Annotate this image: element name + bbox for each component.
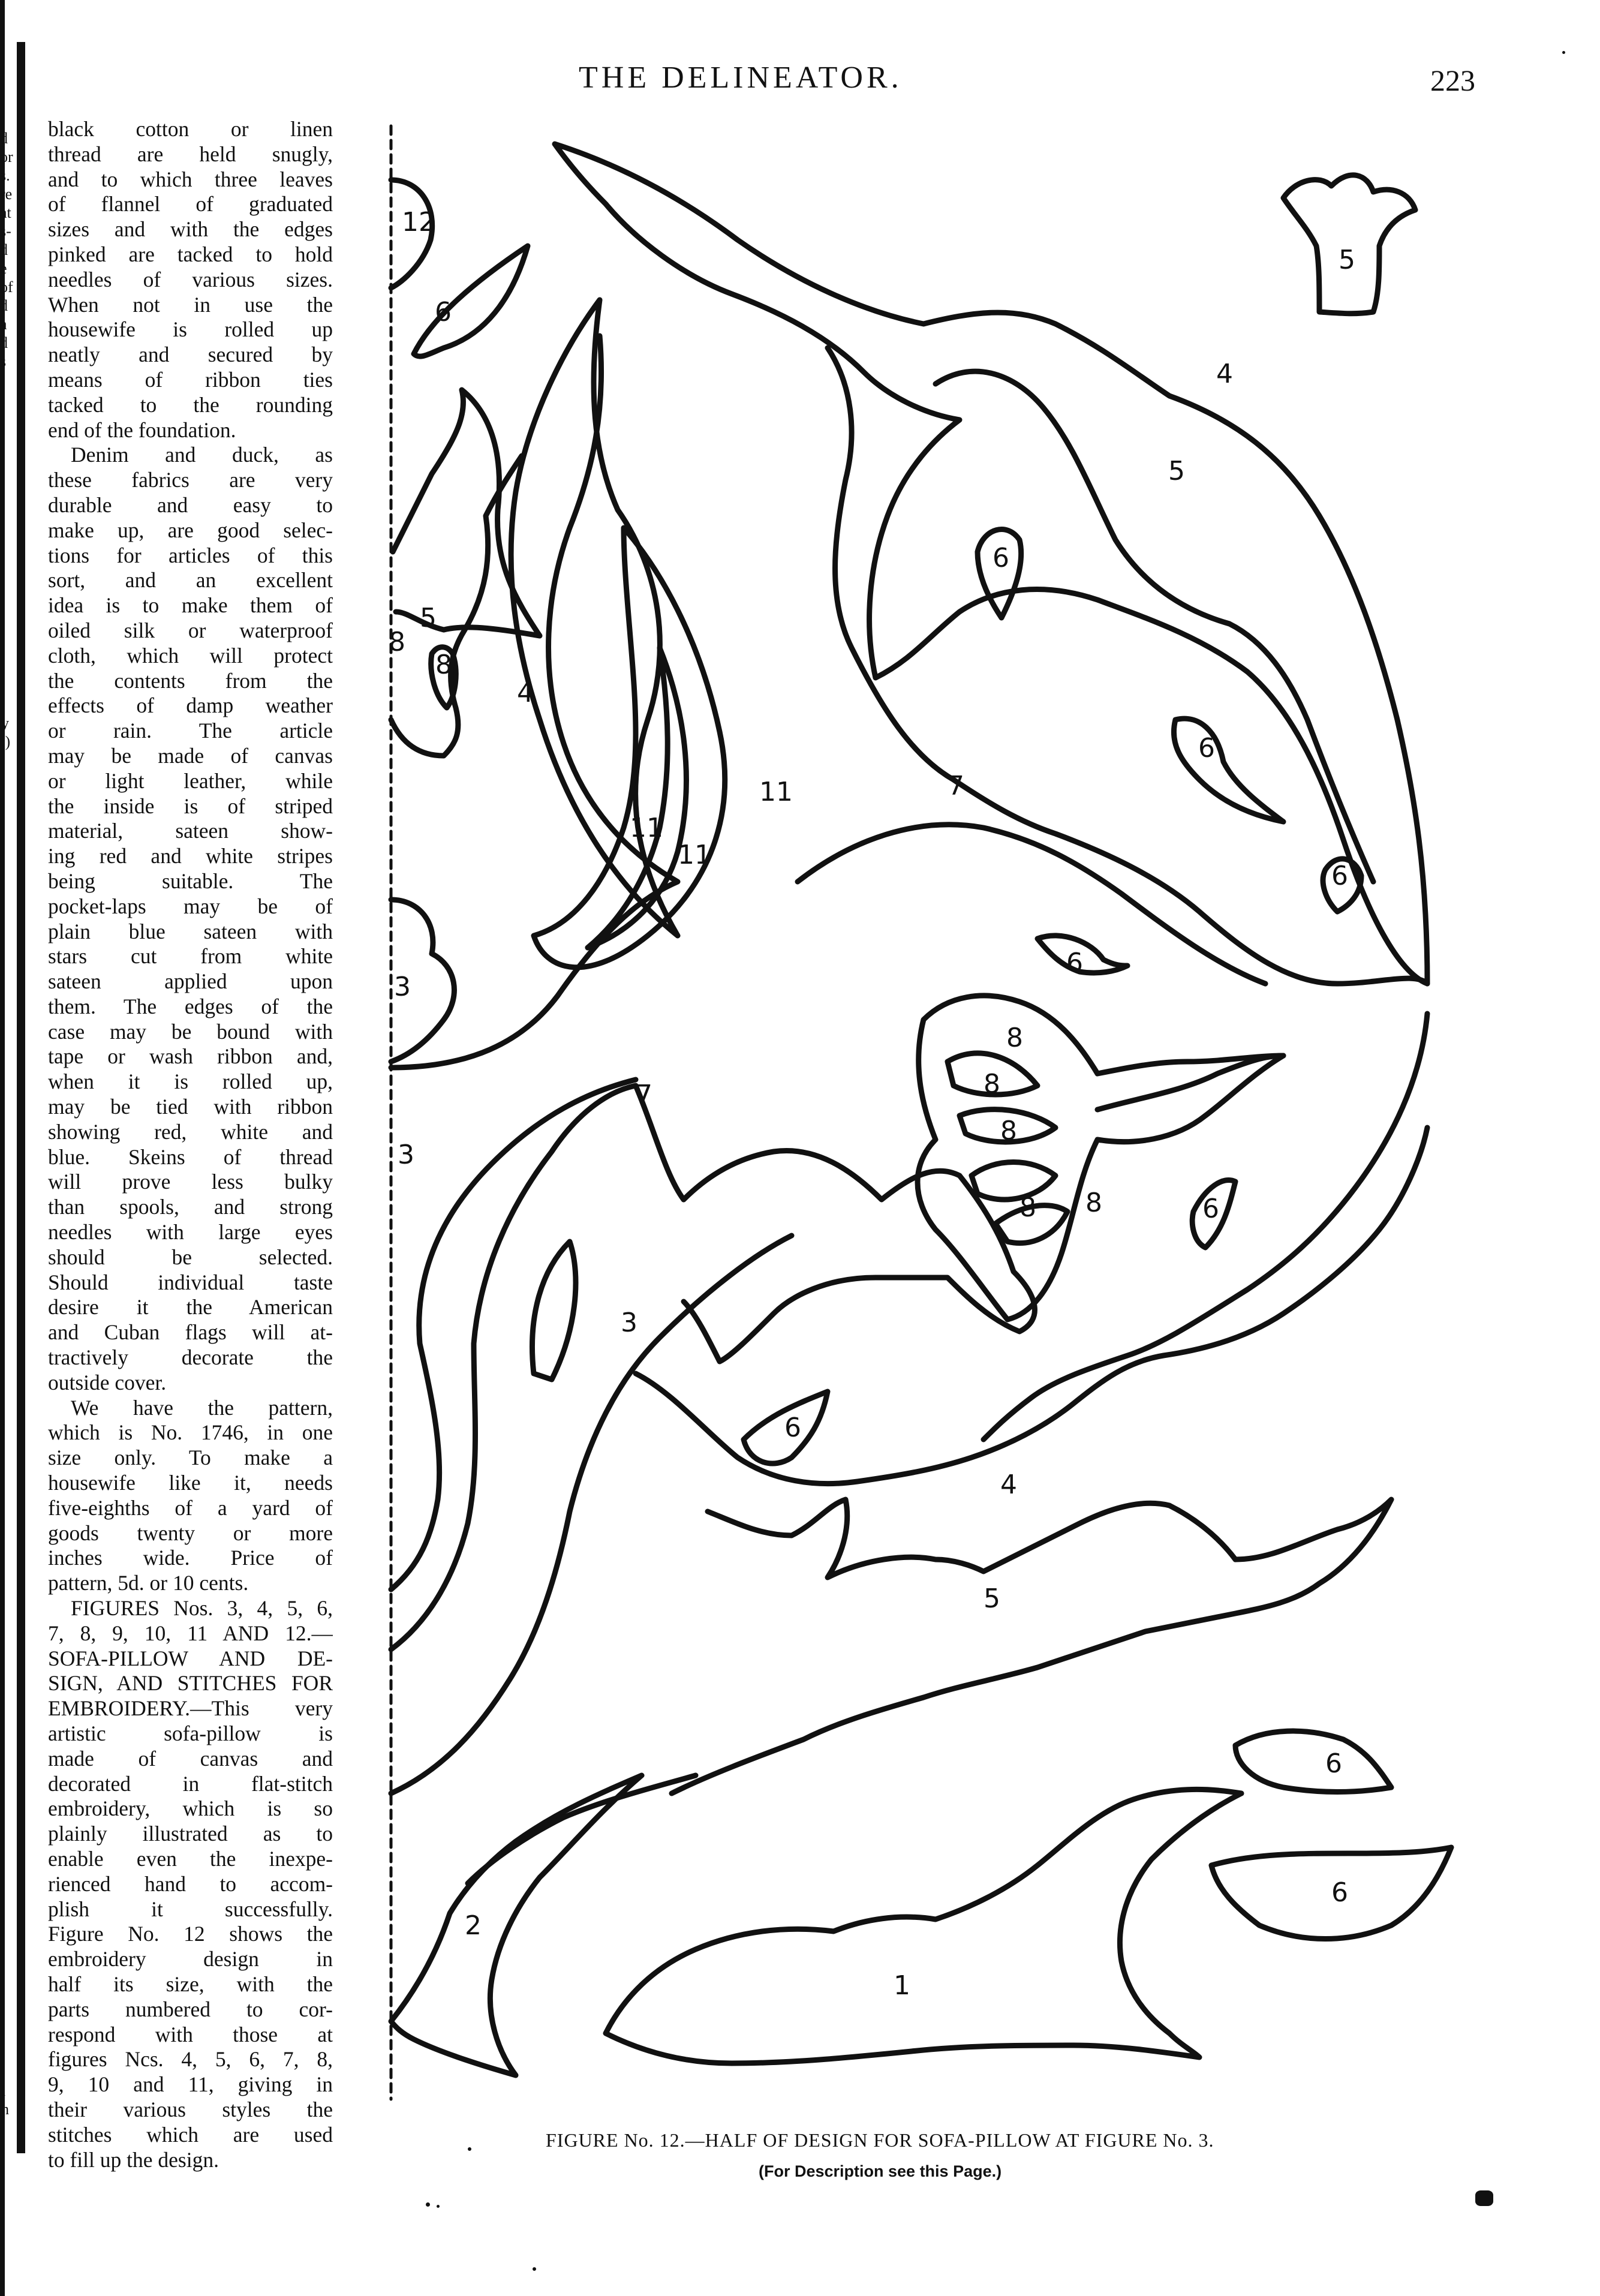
article-line: blue. Skeins of thread — [48, 1144, 333, 1169]
print-speck — [426, 2202, 430, 2207]
article-line: case may be bound with — [48, 1019, 333, 1044]
edge-fragment: re — [0, 185, 13, 203]
article-line: material, sateen show- — [48, 819, 333, 843]
article-line: make up, are good selec- — [48, 518, 333, 542]
edge-fragment: e — [0, 260, 7, 277]
shape-8-flower-petal-3 — [972, 1162, 1055, 1200]
part-number-8b: 8 — [435, 650, 452, 680]
part-number-6f: 6 — [1202, 1194, 1219, 1224]
article-line: When not in use the — [48, 292, 333, 317]
article-line: or rain. The article — [48, 719, 333, 743]
article-line: thread are held snugly, — [48, 142, 333, 166]
part-number-5c: 5 — [420, 603, 437, 633]
article-line: sizes and with the edges — [48, 217, 333, 242]
part-number-3a: 3 — [394, 972, 411, 1002]
article-line: sateen applied upon — [48, 969, 333, 994]
article-line: SIGN, AND STITCHES FOR — [48, 1671, 333, 1696]
article-line: Figure No. 12 shows the — [48, 1922, 333, 1946]
article-line: the inside is of striped — [48, 794, 333, 818]
part-number-11c: 11 — [678, 840, 711, 870]
article-line: housewife is rolled up — [48, 317, 333, 342]
article-line: oiled silk or waterproof — [48, 618, 333, 642]
part-number-3b: 3 — [398, 1140, 414, 1170]
article-line: stars cut from white — [48, 944, 333, 969]
shape-3-lower-band — [636, 1086, 1034, 1362]
article-line: EMBROIDERY.—This very — [48, 1696, 333, 1721]
article-line: parts numbered to cor- — [48, 1997, 333, 2021]
article-line: durable and easy to — [48, 492, 333, 517]
edge-fragment: d — [0, 241, 8, 259]
article-line: end of the foundation. — [48, 417, 236, 442]
article-line: Denim and duck, as — [71, 443, 333, 467]
article-line: idea is to make them of — [48, 593, 333, 618]
part-number-8f: 8 — [1019, 1192, 1036, 1223]
part-number-2: 2 — [465, 1910, 482, 1941]
part-number-6b: 6 — [993, 543, 1009, 573]
part-number-4a: 4 — [1216, 359, 1233, 389]
edge-fragment: d — [0, 297, 8, 314]
part-number-6d: 6 — [1331, 861, 1348, 891]
edge-fragment: s. — [0, 167, 10, 184]
part-number-8c: 8 — [1006, 1023, 1023, 1053]
shape-5-lower — [672, 1499, 1391, 1793]
article-line: 9, 10 and 11, giving in — [48, 2072, 333, 2097]
edge-fragment: y — [1, 714, 9, 732]
article-line: sort, and an excellent — [48, 568, 333, 593]
article-line: plish it successfully. — [48, 1897, 333, 1921]
article-line: may be tied with ribbon — [48, 1095, 333, 1119]
part-number-1: 1 — [894, 1970, 910, 2001]
shape-2 — [391, 1775, 642, 2075]
edge-fragment: d — [0, 334, 8, 351]
article-line: tacked to the rounding — [48, 392, 333, 417]
shape-2-branch — [468, 1775, 696, 1883]
article-line: to fill up the design. — [48, 2147, 219, 2172]
article-line: Should individual taste — [48, 1270, 333, 1294]
part-number-5b: 5 — [1168, 456, 1185, 486]
article-line: ing red and white stripes — [48, 844, 333, 868]
article-line: and Cuban flags will at- — [48, 1320, 333, 1345]
shape-4-inner-leaf — [936, 371, 1373, 882]
part-number-4c: 4 — [1000, 1469, 1017, 1500]
part-number-8a: 8 — [389, 627, 405, 657]
embroidery-design-figure — [372, 120, 1511, 2123]
article-line: means of ribbon ties — [48, 367, 333, 392]
edge-fragment: .) — [1, 733, 11, 750]
adjacent-page-fragments-bottom — [1, 2081, 18, 2118]
part-number-4b: 4 — [517, 678, 534, 708]
article-line: of flannel of graduated — [48, 192, 333, 217]
shape-long-swoop-left — [391, 1080, 636, 1589]
article-line: showing red, white and — [48, 1119, 333, 1144]
article-line: enable even the inexpe- — [48, 1846, 333, 1871]
article-line: embroidery, which is so — [48, 1796, 333, 1821]
article-line: neatly and secured by — [48, 342, 333, 367]
part-number-6e: 6 — [1066, 948, 1083, 978]
adjacent-page-fragments-top — [0, 129, 17, 371]
figure-caption: FIGURE No. 12.—HALF OF DESIGN FOR SOFA-PILLOW AT FIGURE No. 3. — [546, 2129, 1214, 2151]
print-speck — [468, 2147, 471, 2151]
part-number-6i: 6 — [1331, 1877, 1348, 1908]
shape-8-flower-outer — [918, 996, 1283, 1320]
article-line: black cotton or linen — [48, 117, 333, 141]
article-line: tape or wash ribbon and, — [48, 1044, 333, 1069]
article-line: which is No. 1746, in one — [48, 1420, 333, 1445]
article-line: plain blue sateen with — [48, 919, 333, 943]
article-line: pattern, 5d. or 10 cents. — [48, 1571, 249, 1595]
article-line: housewife like it, needs — [48, 1471, 333, 1495]
part-number-8e: 8 — [1000, 1116, 1017, 1146]
part-number-6c: 6 — [1198, 733, 1215, 764]
edge-fragment: of — [0, 278, 13, 296]
part-number-8g: 8 — [1085, 1188, 1102, 1218]
article-line: stitches which are used — [48, 2122, 333, 2147]
part-number-3c: 3 — [621, 1308, 637, 1338]
article-line: FIGURES Nos. 3, 4, 5, 6, — [71, 1596, 333, 1621]
article-line: tions for articles of this — [48, 543, 333, 567]
shape-small-3-leaf — [533, 1242, 576, 1380]
article-line: than spools, and strong — [48, 1195, 333, 1219]
article-line: decorated in flat-stitch — [48, 1771, 333, 1796]
article-line: plainly illustrated as to — [48, 1822, 333, 1846]
shape-5-left — [393, 390, 540, 636]
article-line: when it is rolled up, — [48, 1069, 333, 1094]
part-number-7b: 7 — [636, 1080, 652, 1110]
article-line: pocket-laps may be of — [48, 894, 333, 918]
article-line: rienced hand to accom- — [48, 1871, 333, 1896]
print-speck — [437, 2205, 440, 2208]
article-line: their various styles the — [48, 2097, 333, 2121]
article-line: desire it the American — [48, 1295, 333, 1320]
article-line: goods twenty or more — [48, 1520, 333, 1545]
article-line: five-eighths of a yard of — [48, 1495, 333, 1520]
print-speck — [1562, 51, 1565, 54]
article-line: pinked are tacked to hold — [48, 242, 333, 266]
article-line: being suitable. The — [48, 868, 333, 893]
article-line: respond with those at — [48, 2022, 333, 2046]
adjacent-page-edge — [17, 42, 25, 2153]
article-line: may be made of canvas — [48, 743, 333, 768]
article-line: them. The edges of the — [48, 994, 333, 1018]
part-number-11a: 11 — [759, 777, 793, 807]
edge-fragment: at — [0, 204, 11, 221]
print-speck — [1475, 2190, 1493, 2206]
figure-subcaption: (For Description see this Page.) — [759, 2162, 1002, 2180]
part-number-6h: 6 — [1325, 1748, 1342, 1779]
adjacent-page-fragments-middle — [1, 714, 18, 751]
edge-fragment: s- — [0, 223, 11, 240]
article-line: or light leather, while — [48, 768, 333, 793]
article-line: outside cover. — [48, 1370, 167, 1395]
edge-fragment: or — [0, 148, 13, 166]
print-speck — [533, 2267, 536, 2271]
part-number-8d: 8 — [984, 1069, 1000, 1099]
article-line: made of canvas and — [48, 1746, 333, 1771]
article-line: size only. To make a — [48, 1445, 333, 1470]
article-line: tractively decorate the — [48, 1345, 333, 1370]
shape-leaf-5-top — [414, 246, 528, 356]
article-line: artistic sofa-pillow is — [48, 1721, 333, 1745]
part-number-6a: 6 — [435, 297, 452, 327]
shape-7-lower — [798, 825, 1265, 984]
article-line: figures Ncs. 4, 5, 6, 7, 8, — [48, 2047, 333, 2072]
article-line: these fabrics are very — [48, 468, 333, 492]
article-line: half its size, with the — [48, 1972, 333, 1996]
part-number-7a: 7 — [948, 771, 964, 801]
article-line: and to which three leaves — [48, 167, 333, 191]
edge-fragment: a — [0, 315, 7, 333]
part-number-5d: 5 — [984, 1583, 1000, 1614]
edge-fragment: d — [0, 130, 8, 147]
shape-6-leaf-g — [1235, 1731, 1391, 1792]
article-line: needles of various sizes. — [48, 267, 333, 291]
article-line: 7, 8, 9, 10, 11 AND 12.— — [48, 1621, 333, 1645]
page-number: 223 — [1430, 64, 1475, 97]
running-head-title: THE DELINEATOR. — [579, 61, 903, 95]
article-text-column — [48, 117, 333, 2172]
shape-7-second — [391, 1236, 792, 1793]
part-number-12: 12 — [402, 207, 435, 238]
part-number-6g: 6 — [784, 1413, 801, 1443]
edge-fragment: h — [1, 2100, 9, 2118]
shape-6-leaf-b — [1174, 719, 1283, 822]
part-number-5a: 5 — [1339, 245, 1355, 275]
article-line: embroidery design in — [48, 1947, 333, 1972]
part-number-11b: 11 — [630, 813, 663, 843]
edge-fragment: s — [0, 353, 7, 370]
article-line: cloth, which will protect — [48, 643, 333, 668]
article-line: the contents from the — [48, 668, 333, 693]
article-line: should be selected. — [48, 1245, 333, 1269]
shape-4-left — [391, 456, 522, 756]
edge-fragment: l — [1, 2082, 6, 2099]
article-line: needles with large eyes — [48, 1220, 333, 1245]
article-line: We have the pattern, — [71, 1395, 333, 1420]
shape-1 — [606, 1789, 1241, 2063]
article-line: effects of damp weather — [48, 693, 333, 718]
article-line: will prove less bulky — [48, 1170, 333, 1194]
article-line: SOFA-PILLOW AND DE- — [48, 1646, 333, 1670]
article-line: inches wide. Price of — [48, 1546, 333, 1570]
